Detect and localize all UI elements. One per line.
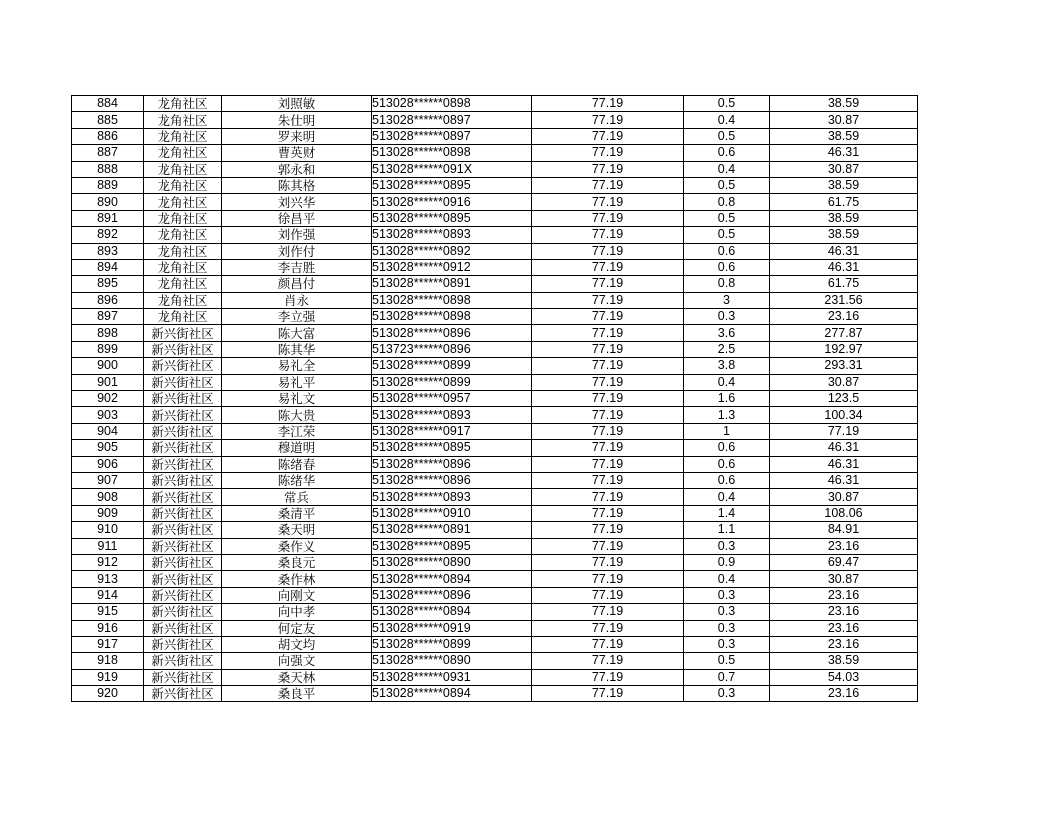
cell-community: 龙角社区 — [144, 194, 222, 210]
cell-name: 李江荣 — [222, 423, 372, 439]
cell-id-number: 513028******0898 — [372, 145, 532, 161]
cell-area: 0.3 — [684, 620, 770, 636]
cell-area: 0.6 — [684, 259, 770, 275]
cell-community: 龙角社区 — [144, 309, 222, 325]
cell-community: 新兴街社区 — [144, 374, 222, 390]
cell-area: 0.5 — [684, 210, 770, 226]
cell-unit-price: 77.19 — [532, 309, 684, 325]
cell-area: 0.6 — [684, 243, 770, 259]
cell-area: 1.1 — [684, 522, 770, 538]
cell-amount: 46.31 — [770, 440, 918, 456]
cell-community: 龙角社区 — [144, 128, 222, 144]
cell-amount: 23.16 — [770, 538, 918, 554]
cell-name: 陈大富 — [222, 325, 372, 341]
cell-amount: 61.75 — [770, 276, 918, 292]
table-row — [72, 636, 918, 652]
cell-id-number: 513028******0891 — [372, 276, 532, 292]
cell-id-number: 513028******0890 — [372, 653, 532, 669]
cell-unit-price: 77.19 — [532, 210, 684, 226]
cell-id-number: 513028******0957 — [372, 391, 532, 407]
cell-name: 易礼全 — [222, 358, 372, 374]
cell-seq: 896 — [72, 292, 144, 308]
cell-community: 龙角社区 — [144, 227, 222, 243]
cell-area: 0.6 — [684, 456, 770, 472]
cell-seq: 897 — [72, 309, 144, 325]
cell-id-number: 513028******0893 — [372, 407, 532, 423]
cell-name: 桑作义 — [222, 538, 372, 554]
table-row — [72, 309, 918, 325]
cell-seq: 915 — [72, 604, 144, 620]
cell-amount: 30.87 — [770, 571, 918, 587]
cell-area: 0.5 — [684, 128, 770, 144]
cell-community: 新兴街社区 — [144, 620, 222, 636]
cell-id-number: 513028******0931 — [372, 669, 532, 685]
cell-id-number: 513028******0895 — [372, 177, 532, 193]
cell-name: 穆道明 — [222, 440, 372, 456]
cell-id-number: 513028******0895 — [372, 210, 532, 226]
table-row — [72, 210, 918, 226]
cell-name: 刘照敏 — [222, 96, 372, 112]
cell-name: 罗来明 — [222, 128, 372, 144]
cell-name: 向强文 — [222, 653, 372, 669]
cell-area: 0.3 — [684, 604, 770, 620]
cell-name: 刘兴华 — [222, 194, 372, 210]
table-row — [72, 669, 918, 685]
cell-id-number: 513028******0899 — [372, 358, 532, 374]
cell-community: 新兴街社区 — [144, 538, 222, 554]
cell-community: 新兴街社区 — [144, 522, 222, 538]
cell-unit-price: 77.19 — [532, 227, 684, 243]
table-row — [72, 604, 918, 620]
cell-area: 3.6 — [684, 325, 770, 341]
cell-seq: 904 — [72, 423, 144, 439]
cell-seq: 898 — [72, 325, 144, 341]
table-row — [72, 145, 918, 161]
cell-community: 新兴街社区 — [144, 489, 222, 505]
cell-name: 颜昌付 — [222, 276, 372, 292]
cell-amount: 231.56 — [770, 292, 918, 308]
cell-area: 0.4 — [684, 161, 770, 177]
cell-unit-price: 77.19 — [532, 538, 684, 554]
cell-seq: 889 — [72, 177, 144, 193]
cell-name: 胡文均 — [222, 636, 372, 652]
cell-community: 新兴街社区 — [144, 341, 222, 357]
cell-seq: 893 — [72, 243, 144, 259]
cell-amount: 84.91 — [770, 522, 918, 538]
table-row — [72, 505, 918, 521]
cell-id-number: 513028******0896 — [372, 472, 532, 488]
cell-unit-price: 77.19 — [532, 636, 684, 652]
cell-seq: 910 — [72, 522, 144, 538]
cell-id-number: 513028******0896 — [372, 587, 532, 603]
cell-seq: 902 — [72, 391, 144, 407]
cell-id-number: 513028******0890 — [372, 554, 532, 570]
cell-seq: 907 — [72, 472, 144, 488]
table-body — [72, 96, 918, 702]
table-row — [72, 161, 918, 177]
cell-unit-price: 77.19 — [532, 112, 684, 128]
cell-community: 新兴街社区 — [144, 423, 222, 439]
cell-id-number: 513028******0899 — [372, 636, 532, 652]
cell-unit-price: 77.19 — [532, 669, 684, 685]
cell-amount: 277.87 — [770, 325, 918, 341]
cell-name: 桑良平 — [222, 686, 372, 702]
cell-area: 0.6 — [684, 472, 770, 488]
table-row — [72, 276, 918, 292]
cell-area: 3.8 — [684, 358, 770, 374]
cell-name: 桑清平 — [222, 505, 372, 521]
cell-name: 易礼平 — [222, 374, 372, 390]
cell-unit-price: 77.19 — [532, 423, 684, 439]
cell-amount: 38.59 — [770, 128, 918, 144]
table-row — [72, 177, 918, 193]
table-row — [72, 407, 918, 423]
cell-area: 1 — [684, 423, 770, 439]
table-row — [72, 325, 918, 341]
cell-community: 龙角社区 — [144, 243, 222, 259]
cell-unit-price: 77.19 — [532, 505, 684, 521]
cell-seq: 890 — [72, 194, 144, 210]
cell-unit-price: 77.19 — [532, 407, 684, 423]
cell-name: 陈绪华 — [222, 472, 372, 488]
cell-area: 0.7 — [684, 669, 770, 685]
cell-community: 新兴街社区 — [144, 587, 222, 603]
cell-unit-price: 77.19 — [532, 604, 684, 620]
cell-name: 刘作强 — [222, 227, 372, 243]
cell-name: 刘作付 — [222, 243, 372, 259]
cell-unit-price: 77.19 — [532, 571, 684, 587]
cell-unit-price: 77.19 — [532, 522, 684, 538]
cell-seq: 895 — [72, 276, 144, 292]
cell-unit-price: 77.19 — [532, 325, 684, 341]
cell-seq: 886 — [72, 128, 144, 144]
cell-name: 常兵 — [222, 489, 372, 505]
table-row — [72, 227, 918, 243]
cell-id-number: 513028******0894 — [372, 686, 532, 702]
cell-amount: 100.34 — [770, 407, 918, 423]
cell-area: 0.6 — [684, 440, 770, 456]
cell-amount: 46.31 — [770, 472, 918, 488]
cell-amount: 54.03 — [770, 669, 918, 685]
cell-area: 0.6 — [684, 145, 770, 161]
cell-amount: 30.87 — [770, 489, 918, 505]
cell-unit-price: 77.19 — [532, 587, 684, 603]
cell-community: 新兴街社区 — [144, 407, 222, 423]
cell-id-number: 513028******0894 — [372, 571, 532, 587]
table-row — [72, 96, 918, 112]
cell-amount: 108.06 — [770, 505, 918, 521]
cell-name: 向中孝 — [222, 604, 372, 620]
table-row — [72, 440, 918, 456]
table-row — [72, 423, 918, 439]
cell-seq: 919 — [72, 669, 144, 685]
cell-area: 0.3 — [684, 309, 770, 325]
cell-amount: 38.59 — [770, 653, 918, 669]
cell-community: 龙角社区 — [144, 112, 222, 128]
cell-unit-price: 77.19 — [532, 145, 684, 161]
cell-amount: 46.31 — [770, 259, 918, 275]
cell-seq: 891 — [72, 210, 144, 226]
cell-unit-price: 77.19 — [532, 276, 684, 292]
cell-unit-price: 77.19 — [532, 358, 684, 374]
cell-name: 何定友 — [222, 620, 372, 636]
cell-id-number: 513028******0895 — [372, 538, 532, 554]
cell-seq: 920 — [72, 686, 144, 702]
cell-id-number: 513028******0891 — [372, 522, 532, 538]
cell-amount: 38.59 — [770, 96, 918, 112]
cell-unit-price: 77.19 — [532, 96, 684, 112]
table-row — [72, 653, 918, 669]
cell-community: 新兴街社区 — [144, 391, 222, 407]
cell-seq: 903 — [72, 407, 144, 423]
cell-community: 新兴街社区 — [144, 604, 222, 620]
table-row — [72, 341, 918, 357]
cell-amount: 38.59 — [770, 210, 918, 226]
cell-seq: 912 — [72, 554, 144, 570]
table-row — [72, 243, 918, 259]
cell-community: 新兴街社区 — [144, 456, 222, 472]
cell-seq: 887 — [72, 145, 144, 161]
table-row — [72, 112, 918, 128]
cell-amount: 69.47 — [770, 554, 918, 570]
cell-unit-price: 77.19 — [532, 128, 684, 144]
cell-community: 新兴街社区 — [144, 653, 222, 669]
cell-community: 新兴街社区 — [144, 686, 222, 702]
cell-area: 0.5 — [684, 653, 770, 669]
cell-area: 0.5 — [684, 177, 770, 193]
cell-area: 0.4 — [684, 374, 770, 390]
cell-amount: 46.31 — [770, 145, 918, 161]
cell-id-number: 513028******0917 — [372, 423, 532, 439]
cell-name: 曹英财 — [222, 145, 372, 161]
table-row — [72, 358, 918, 374]
cell-unit-price: 77.19 — [532, 341, 684, 357]
cell-amount: 61.75 — [770, 194, 918, 210]
cell-area: 1.4 — [684, 505, 770, 521]
cell-area: 0.3 — [684, 686, 770, 702]
cell-area: 0.8 — [684, 276, 770, 292]
cell-area: 1.3 — [684, 407, 770, 423]
cell-amount: 77.19 — [770, 423, 918, 439]
cell-unit-price: 77.19 — [532, 653, 684, 669]
cell-seq: 900 — [72, 358, 144, 374]
cell-id-number: 513028******0899 — [372, 374, 532, 390]
cell-amount: 46.31 — [770, 456, 918, 472]
cell-unit-price: 77.19 — [532, 161, 684, 177]
cell-amount: 30.87 — [770, 374, 918, 390]
cell-area: 0.3 — [684, 636, 770, 652]
table-row — [72, 686, 918, 702]
cell-id-number: 513028******0896 — [372, 325, 532, 341]
table-row — [72, 620, 918, 636]
cell-community: 新兴街社区 — [144, 358, 222, 374]
cell-amount: 23.16 — [770, 309, 918, 325]
table-row — [72, 259, 918, 275]
cell-id-number: 513723******0896 — [372, 341, 532, 357]
cell-name: 李吉胜 — [222, 259, 372, 275]
cell-name: 李立强 — [222, 309, 372, 325]
cell-community: 龙角社区 — [144, 210, 222, 226]
cell-area: 0.4 — [684, 112, 770, 128]
cell-seq: 892 — [72, 227, 144, 243]
cell-unit-price: 77.19 — [532, 554, 684, 570]
cell-name: 桑天林 — [222, 669, 372, 685]
cell-community: 龙角社区 — [144, 259, 222, 275]
cell-name: 肖永 — [222, 292, 372, 308]
cell-amount: 293.31 — [770, 358, 918, 374]
cell-unit-price: 77.19 — [532, 292, 684, 308]
cell-id-number: 513028******0898 — [372, 96, 532, 112]
cell-unit-price: 77.19 — [532, 440, 684, 456]
cell-community: 新兴街社区 — [144, 325, 222, 341]
cell-seq: 911 — [72, 538, 144, 554]
cell-area: 0.4 — [684, 571, 770, 587]
cell-community: 龙角社区 — [144, 145, 222, 161]
cell-id-number: 513028******0912 — [372, 259, 532, 275]
cell-unit-price: 77.19 — [532, 243, 684, 259]
cell-amount: 23.16 — [770, 620, 918, 636]
cell-name: 桑良元 — [222, 554, 372, 570]
cell-seq: 906 — [72, 456, 144, 472]
cell-id-number: 513028******0897 — [372, 112, 532, 128]
cell-id-number: 513028******0893 — [372, 227, 532, 243]
cell-seq: 901 — [72, 374, 144, 390]
cell-id-number: 513028******0910 — [372, 505, 532, 521]
table-row — [72, 292, 918, 308]
cell-community: 新兴街社区 — [144, 571, 222, 587]
cell-amount: 46.31 — [770, 243, 918, 259]
cell-amount: 192.97 — [770, 341, 918, 357]
cell-community: 龙角社区 — [144, 177, 222, 193]
table-row — [72, 128, 918, 144]
cell-seq: 885 — [72, 112, 144, 128]
cell-id-number: 513028******0894 — [372, 604, 532, 620]
cell-unit-price: 77.19 — [532, 456, 684, 472]
cell-unit-price: 77.19 — [532, 177, 684, 193]
table-row — [72, 374, 918, 390]
cell-community: 龙角社区 — [144, 292, 222, 308]
cell-seq: 914 — [72, 587, 144, 603]
cell-unit-price: 77.19 — [532, 194, 684, 210]
cell-seq: 913 — [72, 571, 144, 587]
cell-id-number: 513028******0893 — [372, 489, 532, 505]
cell-seq: 888 — [72, 161, 144, 177]
table-row — [72, 456, 918, 472]
cell-amount: 38.59 — [770, 177, 918, 193]
cell-seq: 917 — [72, 636, 144, 652]
cell-unit-price: 77.19 — [532, 259, 684, 275]
cell-community: 新兴街社区 — [144, 669, 222, 685]
cell-unit-price: 77.19 — [532, 620, 684, 636]
cell-name: 陈其格 — [222, 177, 372, 193]
cell-name: 易礼文 — [222, 391, 372, 407]
table-row — [72, 391, 918, 407]
cell-seq: 908 — [72, 489, 144, 505]
cell-seq: 899 — [72, 341, 144, 357]
table-row — [72, 194, 918, 210]
table-row — [72, 472, 918, 488]
cell-id-number: 513028******0895 — [372, 440, 532, 456]
cell-area: 0.9 — [684, 554, 770, 570]
cell-area: 0.8 — [684, 194, 770, 210]
cell-id-number: 513028******0892 — [372, 243, 532, 259]
table-row — [72, 522, 918, 538]
cell-area: 0.3 — [684, 587, 770, 603]
cell-area: 0.3 — [684, 538, 770, 554]
cell-id-number: 513028******091X — [372, 161, 532, 177]
cell-community: 新兴街社区 — [144, 505, 222, 521]
cell-unit-price: 77.19 — [532, 391, 684, 407]
cell-amount: 123.5 — [770, 391, 918, 407]
cell-amount: 23.16 — [770, 604, 918, 620]
cell-name: 陈其华 — [222, 341, 372, 357]
cell-seq: 894 — [72, 259, 144, 275]
cell-unit-price: 77.19 — [532, 374, 684, 390]
table-row — [72, 538, 918, 554]
cell-name: 徐昌平 — [222, 210, 372, 226]
cell-seq: 909 — [72, 505, 144, 521]
table-row — [72, 554, 918, 570]
cell-name: 陈大贵 — [222, 407, 372, 423]
cell-community: 龙角社区 — [144, 161, 222, 177]
data-table — [71, 95, 918, 702]
cell-amount: 23.16 — [770, 587, 918, 603]
cell-community: 新兴街社区 — [144, 554, 222, 570]
cell-area: 0.5 — [684, 227, 770, 243]
cell-name: 郭永和 — [222, 161, 372, 177]
cell-amount: 23.16 — [770, 636, 918, 652]
cell-area: 3 — [684, 292, 770, 308]
cell-seq: 905 — [72, 440, 144, 456]
cell-seq: 884 — [72, 96, 144, 112]
cell-community: 新兴街社区 — [144, 440, 222, 456]
cell-seq: 916 — [72, 620, 144, 636]
cell-amount: 23.16 — [770, 686, 918, 702]
cell-id-number: 513028******0919 — [372, 620, 532, 636]
cell-area: 0.4 — [684, 489, 770, 505]
cell-name: 朱仕明 — [222, 112, 372, 128]
cell-area: 1.6 — [684, 391, 770, 407]
cell-area: 0.5 — [684, 96, 770, 112]
cell-name: 桑作林 — [222, 571, 372, 587]
cell-id-number: 513028******0898 — [372, 292, 532, 308]
cell-seq: 918 — [72, 653, 144, 669]
cell-name: 陈绪春 — [222, 456, 372, 472]
table-row — [72, 571, 918, 587]
cell-unit-price: 77.19 — [532, 686, 684, 702]
table-row — [72, 587, 918, 603]
cell-name: 向刚文 — [222, 587, 372, 603]
cell-community: 新兴街社区 — [144, 636, 222, 652]
cell-community: 龙角社区 — [144, 96, 222, 112]
cell-unit-price: 77.19 — [532, 489, 684, 505]
table-row — [72, 489, 918, 505]
cell-amount: 30.87 — [770, 161, 918, 177]
cell-amount: 30.87 — [770, 112, 918, 128]
cell-community: 新兴街社区 — [144, 472, 222, 488]
cell-id-number: 513028******0898 — [372, 309, 532, 325]
cell-id-number: 513028******0896 — [372, 456, 532, 472]
cell-id-number: 513028******0897 — [372, 128, 532, 144]
cell-area: 2.5 — [684, 341, 770, 357]
cell-community: 龙角社区 — [144, 276, 222, 292]
cell-id-number: 513028******0916 — [372, 194, 532, 210]
cell-unit-price: 77.19 — [532, 472, 684, 488]
cell-name: 桑天明 — [222, 522, 372, 538]
cell-amount: 38.59 — [770, 227, 918, 243]
